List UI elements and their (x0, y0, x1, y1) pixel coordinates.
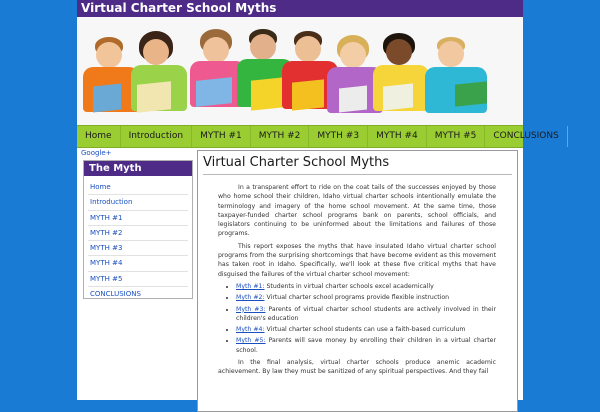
nav-myth-3[interactable]: MYTH #3 (309, 126, 368, 147)
article-body (218, 183, 496, 377)
page-container (77, 0, 559, 400)
sidebar-item-home[interactable]: Home (88, 180, 188, 195)
conclusion-paragraph: In the final analysis, virtual charter schools produce anemic academic achievement. By law they must be sanitized of any spiritual perspectives. And they fail (218, 359, 496, 376)
nav-conclusions[interactable]: CONCLUSIONS (485, 126, 567, 147)
report-paragraph: This report exposes the myths that have insulated Idaho virtual charter school programs from the surprising shortcomings that have become evident as this movement has taken root in Idaho. Specifically, we'll look at these five critical myths that have disguised the failures of the virtual charter school movement: (218, 242, 496, 278)
myth-1-text: Students in virtual charter schools excel academically (264, 282, 434, 290)
page-title: Virtual Charter School Myths (203, 155, 390, 170)
nav-myth-2[interactable]: MYTH #2 (251, 126, 310, 147)
list-item (236, 305, 496, 324)
sidebar-item-myth-3[interactable]: MYTH #3 (88, 241, 188, 256)
title-divider (203, 174, 512, 175)
child-figure (129, 31, 189, 125)
site-title[interactable]: Virtual Charter School Myths (77, 0, 523, 17)
myth-3-text: Parents of virtual charter school students are actively involved in their children's education (236, 305, 496, 322)
list-item (236, 336, 496, 355)
banner-image (77, 17, 523, 125)
list-item (236, 282, 496, 291)
intro-paragraph: In a transparent effort to ride on the coat tails of the successes enjoyed by those who home school their children, Idaho virtual charter schools intentionally emulate the terminology and imagery of the home school movement. At the same time, those taxpayer-funded charter school programs bank on parents, school officials, and legislators continuing to be uninformed about the limitations and failures of those programs. (218, 184, 496, 238)
myth-3-link[interactable]: Myth #3: (236, 305, 266, 313)
main-nav (77, 125, 559, 148)
myth-1-link[interactable]: Myth #1: (236, 282, 265, 290)
myth-5-text: Parents will save money by enrolling their children in a virtual charter school. (236, 337, 496, 354)
myth-5-link[interactable]: Myth #5: (236, 337, 266, 345)
sidebar-item-conclusions[interactable]: CONCLUSIONS (90, 290, 141, 299)
nav-myth-4[interactable]: MYTH #4 (368, 126, 427, 147)
sidebar-item-introduction[interactable]: Introduction (88, 195, 188, 210)
nav-myth-5[interactable]: MYTH #5 (427, 126, 486, 147)
nav-introduction[interactable]: Introduction (121, 126, 193, 147)
sidebar (83, 160, 193, 299)
sidebar-title: The Myth (84, 161, 192, 176)
list-item (236, 325, 496, 334)
myth-4-link[interactable]: Myth #4: (236, 326, 265, 334)
nav-myth-1[interactable]: MYTH #1 (192, 126, 251, 147)
myth-2-text: Virtual charter school programs provide flexible instruction (264, 294, 450, 302)
list-item (236, 293, 496, 302)
sidebar-item-myth-2[interactable]: MYTH #2 (88, 226, 188, 241)
sidebar-item-myth-1[interactable]: MYTH #1 (88, 211, 188, 226)
child-figure (421, 37, 491, 125)
main-content (197, 150, 518, 412)
sidebar-item-myth-4[interactable]: MYTH #4 (88, 256, 188, 271)
nav-home[interactable]: Home (77, 126, 121, 147)
google-plus-link[interactable]: Google+ (81, 149, 112, 157)
myth-2-link[interactable]: Myth #2: (236, 294, 265, 302)
myth-4-text: Virtual charter school students can use a faith-based curriculum (264, 326, 466, 334)
myth-list (218, 282, 496, 355)
sidebar-item-myth-5[interactable]: MYTH #5 (88, 272, 188, 287)
